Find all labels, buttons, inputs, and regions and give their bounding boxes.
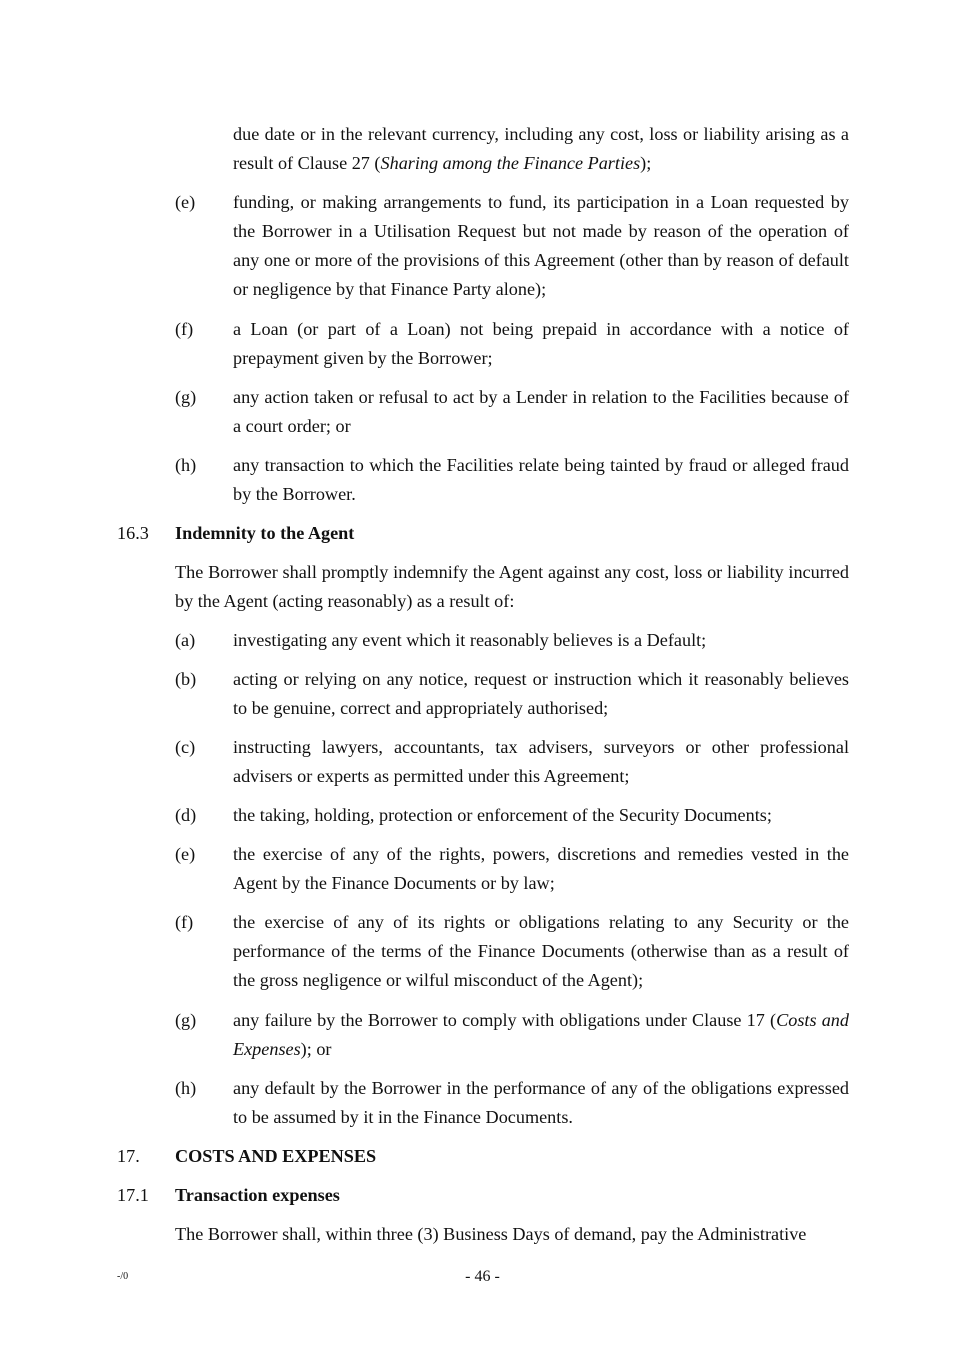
footer-reference: -/0 [117, 1271, 129, 1282]
section-intro: The Borrower shall promptly indemnify the Agent against any cost, loss or liability incurred by the Agent (acting reasonably) as a result of: [175, 562, 849, 611]
item-d-continuation [233, 120, 849, 178]
section-heading: Transaction expenses [175, 1185, 340, 1205]
page-number: - 46 - [465, 1268, 500, 1285]
item-text: any action taken or refusal to act by a Lender in relation to the Facilities because of a court order; or [233, 387, 849, 436]
section-number: 16.3 [117, 523, 149, 543]
clause-heading: COSTS AND EXPENSES [175, 1146, 377, 1166]
section-number: 17.1 [117, 1185, 149, 1205]
item-text: investigating any event which it reasonably believes is a Default; [233, 630, 707, 650]
section-heading: Indemnity to the Agent [175, 523, 355, 543]
item-label: (f) [175, 912, 194, 932]
item-label: (f) [175, 319, 194, 339]
item-g-text-end: ); or [300, 1039, 332, 1059]
item-text: the exercise of any of its rights or obligations relating to any Security or the performance of the terms of the Finance Documents (otherwise than as a result of the gross negligence or wilful misconduct of the Agent); [233, 912, 849, 990]
item-label: (h) [175, 1078, 197, 1098]
item-text: any default by the Borrower in the performance of any of the obligations expressed to be assumed by it in the Finance Documents. [233, 1078, 849, 1127]
item-g-text: any failure by the Borrower to comply with obligations under Clause 17 ( [233, 1010, 777, 1030]
item-label: (e) [175, 844, 196, 864]
item-d-italic-ref: Sharing among the Finance Parties [380, 153, 641, 173]
item-text: the exercise of any of the rights, powers, discretions and remedies vested in the Agent by the Finance Documents or by law; [233, 844, 849, 893]
item-text: the taking, holding, protection or enforcement of the Security Documents; [233, 805, 772, 825]
item-label: (a) [175, 630, 196, 650]
item-g-italic-ref: Costs and Expenses [233, 1010, 849, 1059]
item-text [233, 1006, 849, 1064]
section-intro: The Borrower shall, within three (3) Business Days of demand, pay the Administrative [175, 1224, 807, 1244]
item-label: (h) [175, 455, 197, 475]
item-label: (g) [175, 1010, 197, 1030]
item-label: (b) [175, 669, 197, 689]
item-label: (e) [175, 192, 196, 212]
item-label: (c) [175, 737, 196, 757]
item-label: (g) [175, 387, 197, 407]
clause-number: 17. [117, 1146, 140, 1166]
item-d-text: due date or in the relevant currency, including any cost, loss or liability arising as a result of Clause 27 ( [233, 124, 849, 173]
item-label: (d) [175, 805, 197, 825]
item-text: funding, or making arrangements to fund, its participation in a Loan requested by the Borrower in a Utilisation Request but not made by reason of the operation of any one or more of the provisions of this Agreement (other than by reason of default or negligence by that Finance Party alone); [233, 192, 849, 299]
item-d-text-end: ); [640, 153, 652, 173]
item-text: any transaction to which the Facilities relate being tainted by fraud or alleged fraud by the Borrower. [233, 455, 849, 504]
item-text: a Loan (or part of a Loan) not being prepaid in accordance with a notice of prepayment given by the Borrower; [233, 319, 849, 368]
item-text: instructing lawyers, accountants, tax advisers, surveyors or other professional advisers or experts as permitted under this Agreement; [233, 737, 849, 786]
item-text: acting or relying on any notice, request or instruction which it reasonably believes to be genuine, correct and appropriately authorised; [233, 669, 849, 718]
